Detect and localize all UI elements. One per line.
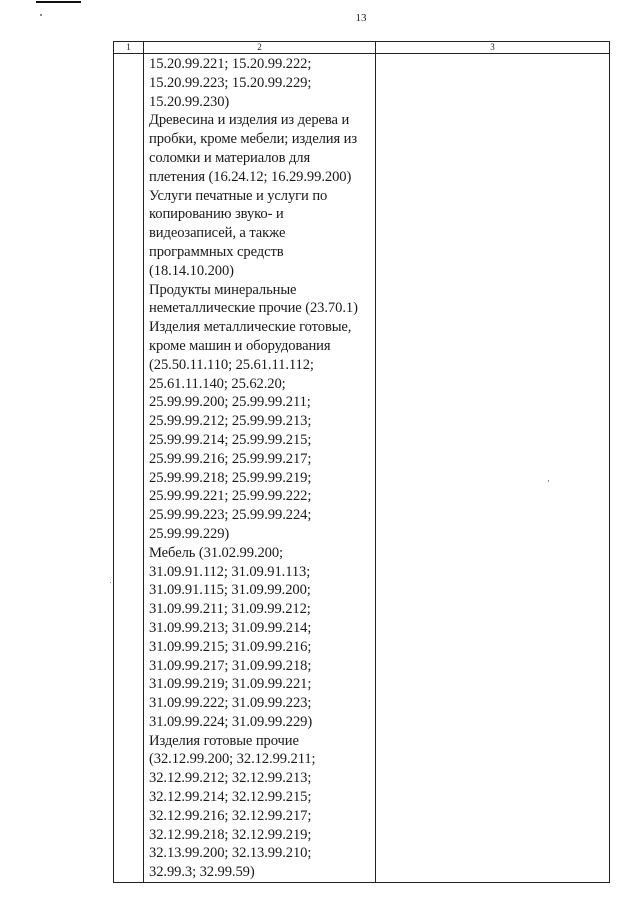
text-line: 31.09.99.224; 31.09.99.229) — [149, 713, 313, 730]
text-line: 15.20.99.230) — [149, 93, 230, 110]
corner-rule — [36, 1, 81, 3]
text-line: 32.99.3; 32.99.59) — [149, 864, 255, 881]
text-line: Мебель (31.02.99.200; — [149, 544, 283, 561]
header-row — [114, 42, 610, 54]
text-line: соломки и материалов для — [149, 149, 311, 166]
text-line: кроме машин и оборудования — [149, 337, 331, 354]
data-table — [113, 41, 610, 883]
text-line: 31.09.99.219; 31.09.99.221; — [149, 676, 312, 693]
page-number: 13 — [355, 12, 367, 24]
column-1-cell — [114, 54, 144, 883]
text-line: 32.12.99.218; 32.12.99.219; — [149, 826, 312, 843]
column-header-3: 3 — [376, 42, 610, 54]
text-line: 32.13.99.200; 32.13.99.210; — [149, 845, 312, 862]
text-line: видеозаписей, а также — [149, 225, 286, 242]
text-line: 25.99.99.218; 25.99.99.219; — [149, 469, 312, 486]
text-line: 25.99.99.229) — [149, 525, 230, 542]
text-line: 31.09.91.115; 31.09.99.200; — [149, 582, 311, 599]
text-line: Изделия металлические готовые, — [149, 319, 352, 336]
text-line: 31.09.99.222; 31.09.99.223; — [149, 695, 312, 712]
text-line: 25.99.99.223; 25.99.99.224; — [149, 507, 312, 524]
text-line: 25.61.11.140; 25.62.20; — [149, 375, 286, 392]
text-line: Древесина и изделия из дерева и — [149, 112, 350, 129]
column-3-cell — [376, 54, 610, 883]
text-line: 25.99.99.214; 25.99.99.215; — [149, 431, 312, 448]
text-line: Изделия готовые прочие — [149, 732, 299, 749]
text-line: 25.99.99.212; 25.99.99.213; — [149, 413, 312, 430]
text-line: 25.99.99.221; 25.99.99.222; — [149, 488, 312, 505]
text-line: 25.99.99.200; 25.99.99.211; — [149, 394, 311, 411]
text-line: 15.20.99.223; 15.20.99.229; — [149, 74, 312, 91]
text-line: копированию звуко- и — [149, 206, 284, 223]
text-line: 25.99.99.216; 25.99.99.217; — [149, 450, 312, 467]
text-line: 31.09.99.213; 31.09.99.214; — [149, 619, 312, 636]
text-line: (25.50.11.110; 25.61.11.112; — [149, 356, 314, 373]
column-2-cell — [144, 54, 376, 883]
text-line: 32.12.99.216; 32.12.99.217; — [149, 807, 312, 824]
text-line: (18.14.10.200) — [149, 262, 234, 279]
text-line: Продукты минеральные — [149, 281, 297, 298]
column-header-2: 2 — [144, 42, 376, 54]
column-2-text — [144, 54, 375, 882]
text-line: 31.09.99.215; 31.09.99.216; — [149, 638, 312, 655]
text-line: 31.09.91.112; 31.09.91.113; — [149, 563, 311, 580]
text-line: плетения (16.24.12; 16.29.99.200) — [149, 168, 352, 185]
text-line: 32.12.99.214; 32.12.99.215; — [149, 789, 312, 806]
text-line: программных средств — [149, 243, 284, 260]
text-line: 31.09.99.211; 31.09.99.212; — [149, 601, 311, 618]
text-line: 32.12.99.212; 32.12.99.213; — [149, 770, 312, 787]
text-line: пробки, кроме мебели; изделия из — [149, 131, 358, 148]
table-row — [114, 54, 610, 883]
text-line: 15.20.99.221; 15.20.99.222; — [149, 56, 312, 72]
text-line: Услуги печатные и услуги по — [149, 187, 328, 204]
scan-speck — [40, 14, 42, 16]
scan-speck — [110, 582, 111, 583]
column-header-1: 1 — [114, 42, 144, 54]
text-line: неметаллические прочие (23.70.1) — [149, 300, 358, 317]
text-line: (32.12.99.200; 32.12.99.211; — [149, 751, 316, 768]
text-line: 31.09.99.217; 31.09.99.218; — [149, 657, 312, 674]
